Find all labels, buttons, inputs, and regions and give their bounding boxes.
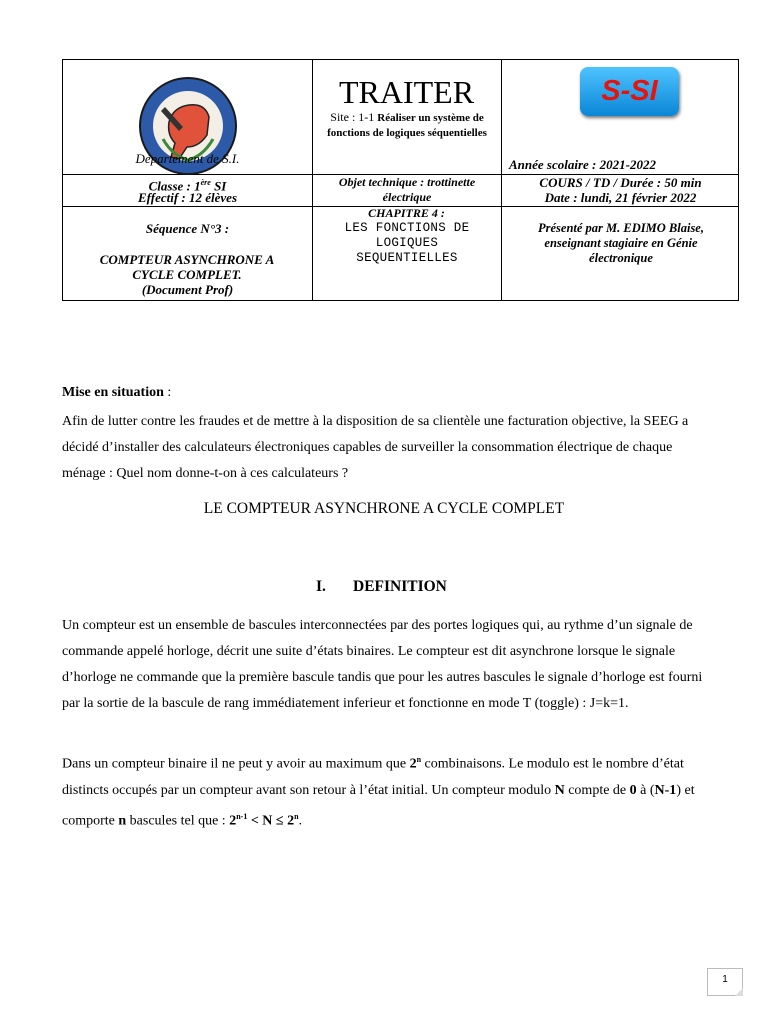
site-text: Site : 1-1 Réaliser un système de fonctions de logiques séquentielles: [327, 110, 487, 139]
sequence-label: Séquence N°3 :: [145, 221, 230, 236]
modulo-paragraph: Dans un compteur binaire il ne peut y avoir au maximum que 2$^n$ combinaisons. Le modulo est le nombre d’état distincts occupés par un compteur avant son retour à l’état initial. Un compteur modulo N compte de 0 à (N-1) et comporte n bascules tel que : $2^{n-1} < N \le 2^n$.: [62, 755, 695, 829]
chapter-title: LES FONCTIONS DE LOGIQUES SEQUENTIELLES: [344, 221, 470, 265]
school-year: Année scolaire : 2021-2022: [509, 157, 656, 172]
situation-heading: Mise en situation :: [62, 385, 172, 400]
section-number: I.: [316, 578, 326, 595]
header-table: [62, 59, 739, 301]
page-number: 1: [707, 968, 743, 996]
document-type: (Document Prof): [141, 282, 234, 297]
main-title: LE COMPTEUR ASYNCHRONE A CYCLE COMPLET: [203, 500, 565, 517]
definition-paragraph: Un compteur est un ensemble de bascules interconnectées par des portes logiques qui, au rythme d’un signale de commande appelé horloge, décrit une suite d’états binaires. Le compteur est dit asynchrone lorsque le signale d’horloge ne commande que la première bascule tandis que pour les autres bascules le signale d’horloge est fourni par la sortie de la bascule de rang immédiatement inferieur et fonctionne en mode T (toggle) : J=k=1.: [62, 618, 703, 711]
ssi-badge: S-SI: [580, 67, 679, 116]
department-label: Département de S.I.: [135, 151, 240, 166]
section-title: DEFINITION: [353, 578, 447, 595]
date-label: Date : lundi, 21 février 2022: [544, 190, 697, 205]
cours-duree: COURS / TD / Durée : 50 min: [539, 175, 702, 190]
page-title: TRAITER: [338, 74, 475, 110]
situation-text: Afin de lutter contre les fraudes et de mettre à la disposition de sa clientèle une facturation objective, la SEEG a décidé d’installer des calculateurs électroniques capables de surveiller la consommation électrique de chaque ménage : Quel nom donne-t-on à ces calculateurs ?: [62, 414, 689, 481]
presenter: Présenté par M. EDIMO Blaise, enseignant stagiaire en Génie électronique: [538, 221, 704, 265]
classe-label: Classe : 1ère SI: [148, 178, 227, 194]
effectif-label: Effectif : 12 élèves: [137, 190, 238, 205]
chapter-label: CHAPITRE 4 :: [368, 206, 445, 220]
sequence-title: COMPTEUR ASYNCHRONE A CYCLE COMPLET.: [99, 252, 275, 282]
objet-technique: Objet technique : trottinette électrique: [338, 175, 476, 204]
